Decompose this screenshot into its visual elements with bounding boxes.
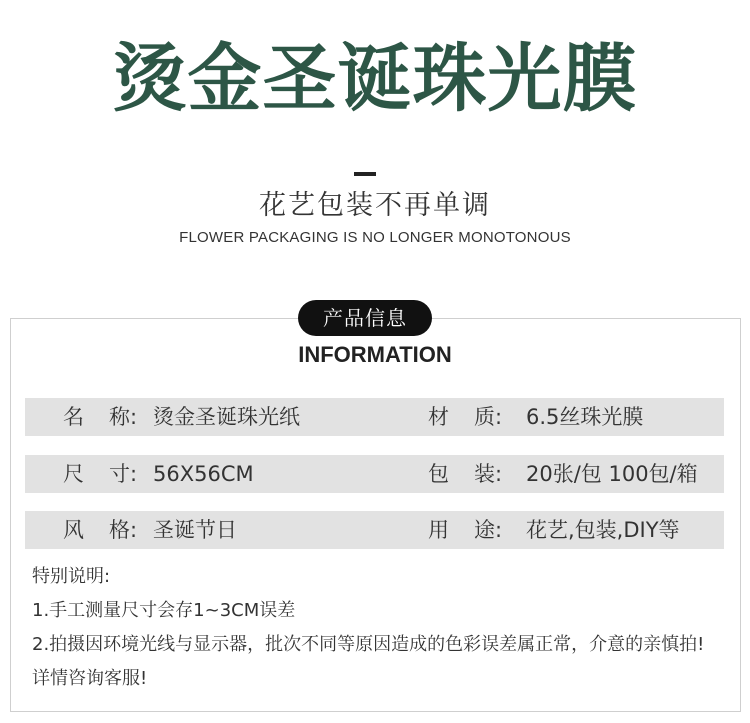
notes-heading: 特别说明: <box>32 566 111 587</box>
spec-label-style: 风 格: <box>63 518 138 542</box>
spec-label-material: 材 质: <box>428 405 503 429</box>
special-notes <box>32 560 732 696</box>
note-item: 详情咨询客服! <box>32 668 148 689</box>
spec-value-size: 56X56CM <box>153 462 254 486</box>
spec-row <box>25 511 724 549</box>
spec-value-usage: 花艺,包装,DIY等 <box>526 518 680 542</box>
spec-label-size: 尺 寸: <box>63 462 138 486</box>
spec-label-name: 名 称: <box>63 405 138 429</box>
subtitle-english: FLOWER PACKAGING IS NO LONGER MONOTONOUS <box>179 229 571 246</box>
spec-value-material: 6.5丝珠光膜 <box>526 405 644 429</box>
spec-value-packaging: 20张/包 100包/箱 <box>526 462 698 486</box>
spec-label-packaging: 包 装: <box>428 462 503 486</box>
spec-row <box>25 398 724 436</box>
page-title: 烫金圣诞珠光膜 <box>112 36 638 122</box>
spec-row <box>25 455 724 493</box>
info-badge: 产品信息 <box>298 300 432 336</box>
spec-value-name: 烫金圣诞珠光纸 <box>153 405 300 429</box>
subtitle-chinese: 花艺包装不再单调 <box>259 190 491 221</box>
note-item: 1.手工测量尺寸会存1~3CM误差 <box>32 600 296 621</box>
spec-label-usage: 用 途: <box>428 518 503 542</box>
note-item: 2.拍摄因环境光线与显示器，批次不同等原因造成的色彩误差属正常，介意的亲慎拍! <box>32 634 705 655</box>
spec-value-style: 圣诞节日 <box>153 518 237 542</box>
info-heading: INFORMATION <box>298 342 452 367</box>
title-divider <box>354 172 376 176</box>
